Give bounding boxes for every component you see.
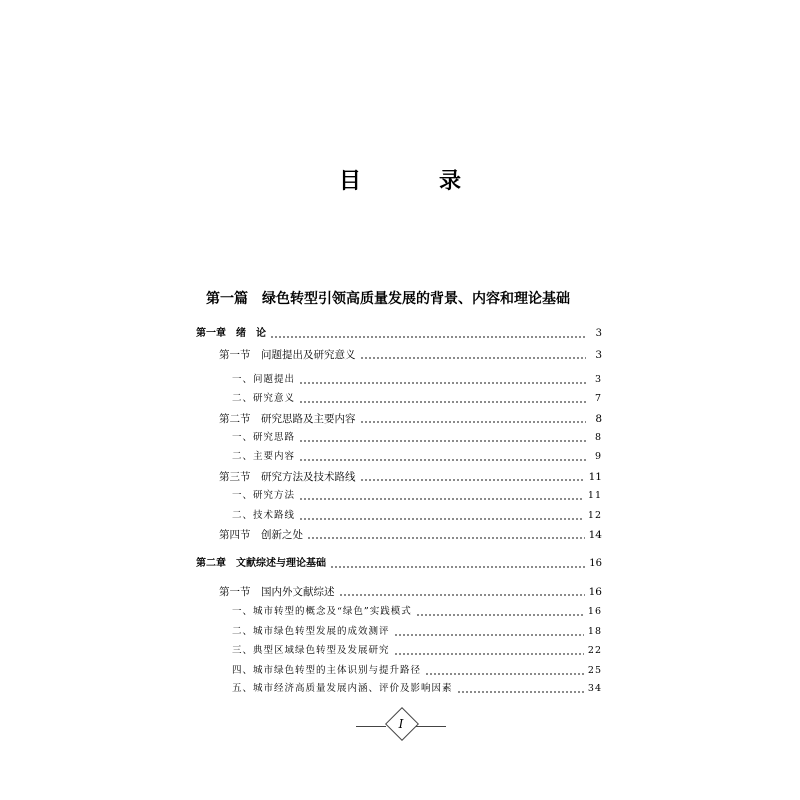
toc-entry-page: 8	[595, 413, 602, 425]
toc-item-line	[232, 508, 602, 524]
toc-entry-page: 8	[594, 432, 602, 443]
toc-section-line	[219, 411, 602, 427]
dot-leader	[339, 594, 585, 596]
toc-item-line	[232, 449, 602, 465]
toc-section-line	[219, 584, 602, 600]
page-footer	[356, 714, 446, 740]
toc-item-line	[232, 372, 602, 388]
toc-item-line	[232, 604, 602, 620]
part-title: 绿色转型引领高质量发展的背景、内容和理论基础	[262, 291, 570, 307]
toc-entry-label: 第二章 文献综述与理论基础	[196, 558, 326, 569]
toc-entry-page: 16	[589, 558, 602, 569]
toc-item-line	[232, 643, 602, 659]
toc-entry-page: 3	[595, 349, 602, 361]
dot-leader	[299, 401, 586, 403]
dot-leader	[330, 566, 585, 568]
toc-entry-label: 第四节 创新之处	[219, 529, 303, 541]
toc-entry-label: 五、城市经济高质量发展内涵、评价及影响因素	[232, 683, 453, 694]
footer-page-number: I	[398, 717, 404, 731]
dot-leader	[394, 634, 584, 636]
toc-section-line	[219, 469, 602, 485]
toc-entry-page: 14	[588, 529, 602, 541]
dot-leader	[299, 382, 586, 384]
dot-leader	[457, 691, 584, 693]
toc-entry-page: 16	[588, 586, 602, 598]
toc-chapter-line	[196, 326, 602, 342]
toc-section-line	[219, 347, 602, 363]
toc-entry-page: 16	[587, 606, 602, 617]
toc-entry-label: 第一节 国内外文献综述	[219, 586, 335, 598]
part-heading	[206, 288, 606, 308]
toc-item-line	[232, 391, 602, 407]
toc-entry-label: 第一节 问题提出及研究意义	[219, 349, 356, 361]
dot-leader	[299, 459, 586, 461]
toc-entry-label: 二、研究意义	[232, 393, 296, 404]
toc-entry-page: 9	[594, 451, 602, 462]
dot-leader	[299, 518, 584, 520]
toc-entry-page: 34	[587, 683, 602, 694]
toc-entry-label: 二、主要内容	[232, 451, 296, 462]
toc-title: 目 录	[338, 169, 489, 194]
toc-chapter-line	[196, 556, 602, 572]
dot-leader	[299, 498, 584, 500]
toc-entry-page: 22	[587, 645, 602, 656]
toc-entry-page: 3	[594, 374, 602, 385]
toc-item-line	[232, 624, 602, 640]
toc-entry-label: 三、典型区域绿色转型及发展研究	[232, 645, 390, 656]
dot-leader	[360, 357, 587, 359]
toc-entry-label: 一、城市转型的概念及“绿色”实践模式	[232, 606, 412, 617]
toc-entry-label: 第二节 研究思路及主要内容	[219, 413, 356, 425]
toc-entry-label: 二、城市绿色转型发展的成效测评	[232, 626, 390, 637]
toc-entry-label: 一、研究思路	[232, 432, 296, 443]
toc-entry-page: 18	[587, 626, 602, 637]
dot-leader	[360, 479, 585, 481]
part-number: 第一篇	[206, 291, 248, 307]
toc-item-line	[232, 681, 602, 697]
toc-entry-label: 第三节 研究方法及技术路线	[219, 471, 356, 483]
dot-leader	[299, 440, 586, 442]
toc-entry-label: 二、技术路线	[232, 510, 296, 521]
toc-item-line	[232, 430, 602, 446]
toc-entry-label: 一、研究方法	[232, 490, 296, 501]
toc-section-line	[219, 527, 602, 543]
toc-item-line	[232, 663, 602, 679]
toc-entry-label: 一、问题提出	[232, 374, 296, 385]
toc-entry-page: 11	[588, 471, 602, 483]
toc-item-line	[232, 488, 602, 504]
dot-leader	[270, 336, 586, 338]
dot-leader	[307, 537, 585, 539]
toc-entry-label: 第一章 绪 论	[196, 328, 266, 339]
toc-entry-page: 11	[587, 490, 602, 501]
toc-entry-page: 3	[595, 328, 602, 339]
dot-leader	[360, 421, 587, 423]
toc-entry-page: 12	[587, 510, 602, 521]
dot-leader	[394, 653, 584, 655]
toc-entry-page: 7	[594, 393, 602, 404]
dot-leader	[416, 614, 584, 616]
toc-entry-label: 四、城市绿色转型的主体识别与提升路径	[232, 665, 422, 676]
dot-leader	[425, 673, 584, 675]
toc-entry-page: 25	[587, 665, 602, 676]
